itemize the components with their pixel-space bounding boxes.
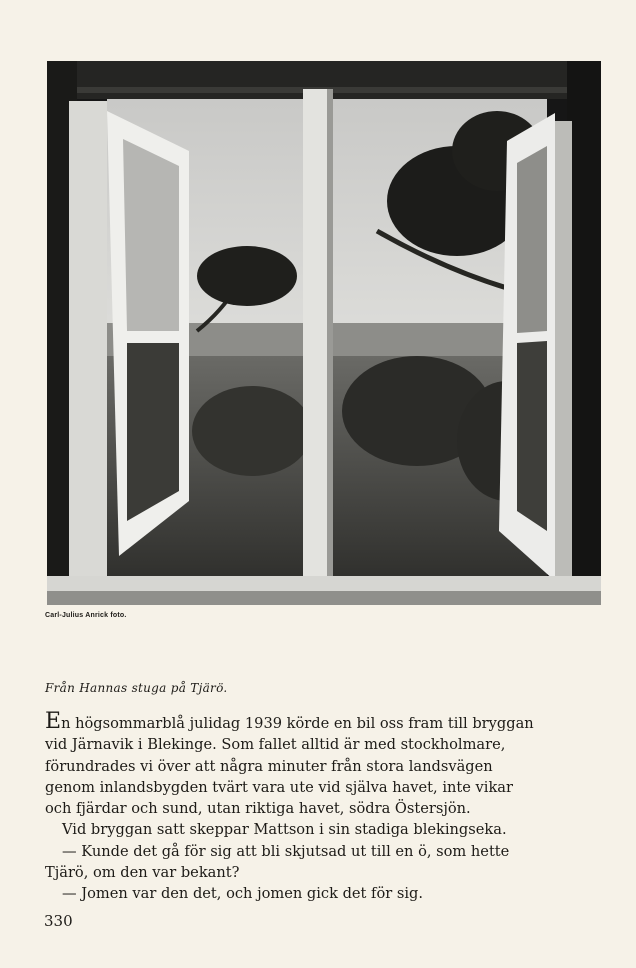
- photo-caption: Från Hannas stuga på Tjärö.: [45, 681, 228, 695]
- window-view-illustration: [47, 61, 601, 605]
- photo-credit: Carl-Julius Anrick foto.: [45, 612, 127, 619]
- paragraph: — Jomen var den det, och jomen gick det för sig.: [62, 885, 423, 903]
- paragraph-text: n högsommarblå julidag 1939 körde en bil oss fram till bryggan vid Järnavik i Blekinge. Som fallet alltid är med stockholmare, förundrades vi över att några minuter från stora landsvägen genom inlandsbygden tvärt vara ute vid själva havet, inte vikar och fjärdar och sund, utan riktiga havet, södra Östersjön.: [45, 715, 534, 818]
- paragraph: — Kunde det gå för sig att bli skjutsad ut till en ö, som hette Tjärö, om den var bekant?: [45, 842, 510, 882]
- paragraph: Vid bryggan satt skeppar Mattson i sin stadiga blekingseka.: [62, 821, 507, 839]
- page-number: 330: [44, 912, 73, 930]
- article-body: [45, 709, 543, 905]
- initial-letter: E: [45, 709, 62, 734]
- window-photograph: [47, 61, 601, 605]
- paragraph: [45, 709, 543, 819]
